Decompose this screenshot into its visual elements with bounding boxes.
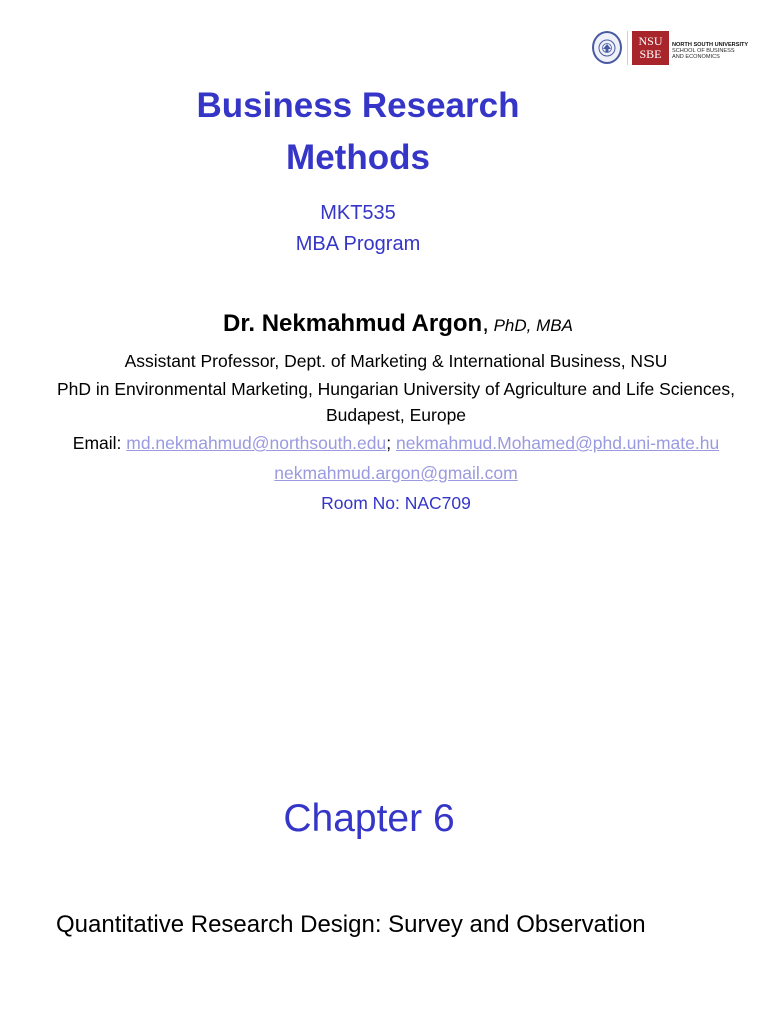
course-code: MKT535 (320, 202, 396, 224)
nsu-sbe-logo (632, 31, 669, 65)
nsu-logo-text (672, 42, 748, 61)
nsu-logo-line1: NORTH SOUTH UNIVERSITY (672, 42, 749, 48)
author-degrees: PhD, MBA (488, 316, 573, 335)
nsu-logo-line2: SCHOOL OF BUSINESS (672, 48, 735, 55)
email-line (40, 428, 752, 458)
logo-divider (627, 31, 628, 65)
chapter-subtitle: Quantitative Research Design: Survey and Observation (56, 911, 646, 938)
author-position: Assistant Professor, Dept. of Marketing & International Business, NSU (124, 351, 668, 371)
author-comma: , (482, 310, 489, 337)
author-heading (0, 308, 768, 342)
university-seal-icon (592, 31, 622, 64)
room-number: Room No: NAC709 (321, 493, 471, 513)
author-education: PhD in Environmental Marketing, Hungarian University of Agriculture and Life Sciences, Budapest, Europe (57, 379, 735, 425)
email-link-nsu[interactable]: md.nekmahmud@northsouth.edu (126, 433, 387, 453)
course-info (0, 198, 716, 260)
nsu-logo-bottom: SBE (639, 47, 662, 61)
author-details (40, 346, 752, 518)
email-separator: ; (386, 433, 396, 453)
email-label: Email: (72, 433, 127, 453)
email-link-phd[interactable]: nekmahmud.Mohamed@phd.uni-mate.hu (395, 433, 720, 453)
nsu-logo-line3: AND ECONOMICS (672, 54, 720, 61)
email-link-gmail[interactable]: nekmahmud.argon@gmail.com (274, 463, 518, 483)
program-name: MBA Program (295, 233, 421, 255)
nsu-logo-top: NSU (638, 34, 663, 48)
course-title-line2: Methods (286, 138, 430, 177)
course-title (0, 80, 716, 184)
course-title-line1: Business Research (196, 86, 520, 125)
chapter-label: Chapter 6 (283, 797, 455, 840)
author-name: Dr. Nekmahmud Argon (223, 310, 483, 337)
